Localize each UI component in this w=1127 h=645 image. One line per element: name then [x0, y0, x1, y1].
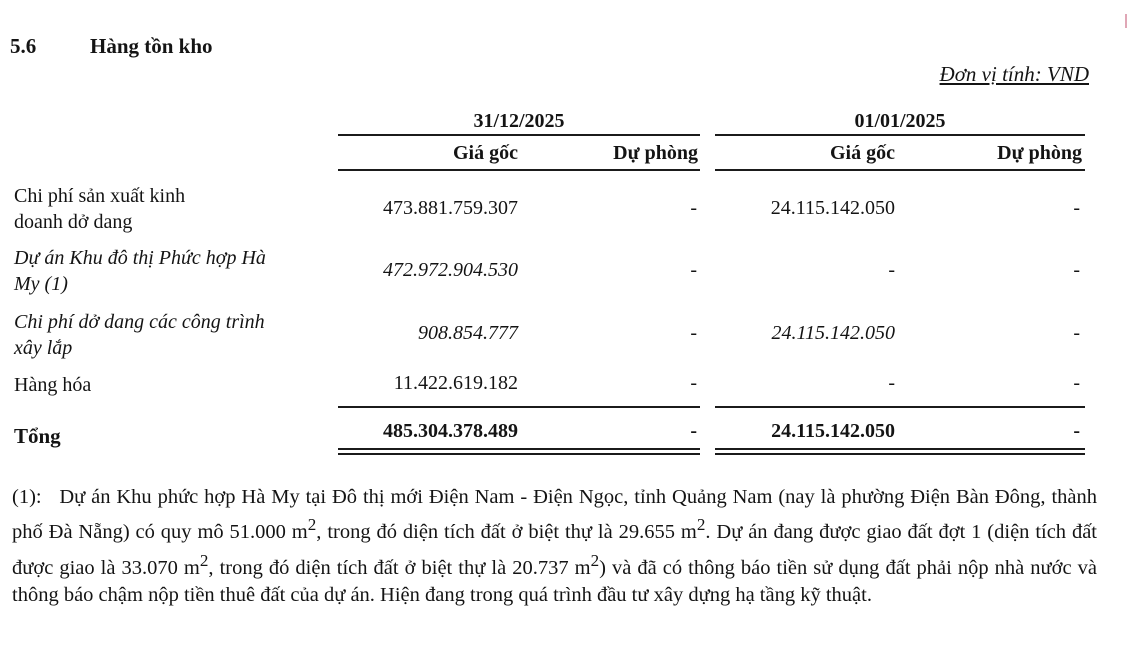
unit-label: Đơn vị tính: VND: [939, 62, 1089, 86]
total-cost-current: 485.304.378.489: [383, 420, 518, 442]
total-top-rule-current: [338, 406, 700, 408]
footnote-1: [12, 484, 1097, 610]
period-rule-current: [338, 134, 700, 136]
footnote-text: Dự án Khu phức hợp Hà My tại Đô thị mới Điện Nam - Điện Ngọc, tỉnh Quảng Nam (nay là phường Điện Bàn Đông, thành phố Đà Nẵng) có quy mô 51.000 $m^2$, trong đó diện tích đất ở biệt thự là 29.655 $m^2$. Dự án đang được giao đất đợt 1 (diện tích đất được giao là 33.070 $m^2$, trong đó diện tích đất ở biệt thự là 20.737 $m^2$) và đã có thông báo tiền sử dụng đất phải nộp nhà nước và thông báo chậm nộp tiền thuê đất của dự án. Hiện đang trong quá trình đầu tư xây dựng hạ tầng kỹ thuật.: [12, 486, 1098, 607]
total-label: Tổng: [14, 424, 61, 448]
cell-ha-my-cost-prior: -: [888, 259, 895, 281]
period-header-prior: 01/01/2025: [854, 110, 946, 132]
row-label-ha-my-project: Dự án Khu đô thị Phức hợp Hà My (1): [14, 247, 266, 295]
row-label-construction-wip: Chi phí dở dang các công trình xây lắp: [14, 311, 265, 359]
col-header-provision-current: Dự phòng: [613, 142, 698, 164]
section-title: Hàng tồn kho: [90, 34, 213, 58]
cell-merchandise-cost-prior: -: [888, 372, 895, 394]
cell-construction-cost-current: 908.854.777: [418, 322, 518, 344]
cell-ha-my-provision-prior: -: [1073, 259, 1080, 281]
footnote-marker: (1):: [12, 486, 42, 508]
header-rule-prior: [715, 169, 1085, 171]
row-label-wip-production: Chi phí sản xuất kinh doanh dở dang: [14, 185, 186, 233]
col-header-cost-current: Giá gốc: [453, 142, 518, 164]
cell-merchandise-cost-current: 11.422.619.182: [393, 372, 518, 394]
cell-merchandise-provision-prior: -: [1073, 372, 1080, 394]
section-number: 5.6: [10, 34, 37, 58]
cell-wip-production-cost-prior: 24.115.142.050: [770, 197, 895, 219]
cell-ha-my-cost-current: 472.972.904.530: [383, 259, 518, 281]
cell-wip-production-provision-prior: -: [1073, 197, 1080, 219]
period-header-current: 31/12/2025: [473, 110, 565, 132]
cell-construction-provision-prior: -: [1073, 322, 1080, 344]
cell-merchandise-provision-current: -: [690, 372, 697, 394]
cell-wip-production-provision-current: -: [690, 197, 697, 219]
col-header-cost-prior: Giá gốc: [830, 142, 895, 164]
total-provision-prior: -: [1073, 420, 1080, 442]
row-label-merchandise: Hàng hóa: [14, 374, 92, 396]
cell-construction-cost-prior: 24.115.142.050: [771, 322, 895, 344]
col-header-provision-prior: Dự phòng: [997, 142, 1082, 164]
total-double-rule-prior: [715, 448, 1085, 455]
header-rule-current: [338, 169, 700, 171]
total-cost-prior: 24.115.142.050: [771, 420, 895, 442]
total-provision-current: -: [690, 420, 697, 442]
total-top-rule-prior: [715, 406, 1085, 408]
cell-ha-my-provision-current: -: [690, 259, 697, 281]
cell-wip-production-cost-current: 473.881.759.307: [383, 197, 518, 219]
cell-construction-provision-current: -: [690, 322, 697, 344]
period-rule-prior: [715, 134, 1085, 136]
total-double-rule-current: [338, 448, 700, 455]
